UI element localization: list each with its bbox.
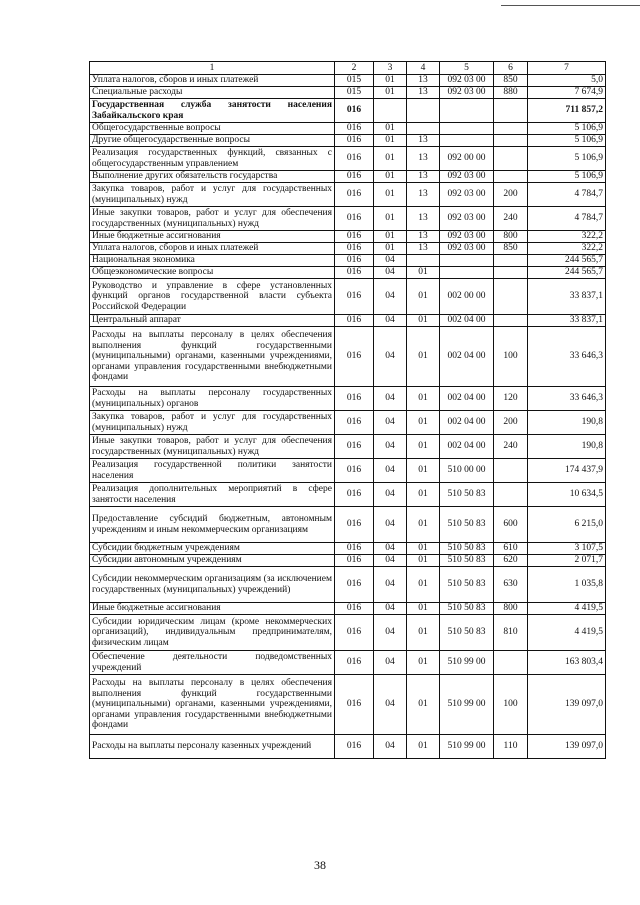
table-row	[90, 387, 606, 411]
expense-type-cell: 100	[494, 327, 528, 387]
table-row	[90, 243, 606, 255]
section-code-cell	[374, 99, 407, 123]
ministry-code-cell: 016	[335, 483, 374, 507]
expense-type-cell: 630	[494, 567, 528, 603]
section-code-cell: 01	[374, 231, 407, 243]
ministry-code-cell: 015	[335, 75, 374, 87]
amount-cell: 4 419,5	[528, 615, 606, 651]
section-code-cell: 04	[374, 483, 407, 507]
subsection-code-cell: 01	[407, 555, 440, 567]
section-code-cell: 01	[374, 207, 407, 231]
header-cell: 7	[528, 62, 606, 75]
amount-cell: 5 106,9	[528, 171, 606, 183]
subsection-code-cell: 01	[407, 543, 440, 555]
expense-type-cell	[494, 267, 528, 279]
name-cell: Субсидии бюджетным учреждениям	[90, 543, 335, 555]
target-code-cell	[440, 267, 494, 279]
expense-type-cell	[494, 99, 528, 123]
amount-cell: 190,8	[528, 411, 606, 435]
table-row	[90, 507, 606, 543]
table-row	[90, 459, 606, 483]
expense-type-cell: 600	[494, 507, 528, 543]
subsection-code-cell: 13	[407, 87, 440, 99]
name-cell: Руководство и управление в сфере установленных функций органов государственной власти субъекта Российской Федерации	[90, 279, 335, 315]
ministry-code-cell: 016	[335, 99, 374, 123]
subsection-code-cell: 01	[407, 267, 440, 279]
table-row	[90, 543, 606, 555]
target-code-cell: 510 50 83	[440, 603, 494, 615]
name-cell: Реализация дополнительных мероприятий в сфере занятости населения	[90, 483, 335, 507]
header-cell: 1	[90, 62, 335, 75]
section-code-cell: 01	[374, 147, 407, 171]
ministry-code-cell: 016	[335, 507, 374, 543]
header-cell: 6	[494, 62, 528, 75]
ministry-code-cell: 016	[335, 567, 374, 603]
expense-type-cell: 850	[494, 243, 528, 255]
table-row	[90, 327, 606, 387]
ministry-code-cell: 016	[335, 675, 374, 735]
amount-cell: 139 097,0	[528, 735, 606, 759]
target-code-cell: 002 04 00	[440, 315, 494, 327]
amount-cell: 4 419,5	[528, 603, 606, 615]
table-row	[90, 147, 606, 171]
target-code-cell: 510 50 83	[440, 615, 494, 651]
target-code-cell: 092 03 00	[440, 183, 494, 207]
ministry-code-cell: 016	[335, 135, 374, 147]
section-code-cell: 04	[374, 267, 407, 279]
ministry-code-cell: 016	[335, 387, 374, 411]
name-cell: Расходы на выплаты персоналу казенных учреждений	[90, 735, 335, 759]
amount-cell: 7 674,9	[528, 87, 606, 99]
subsection-code-cell	[407, 99, 440, 123]
subsection-code-cell: 13	[407, 231, 440, 243]
name-cell: Закупка товаров, работ и услуг для государственных (муниципальных) нужд	[90, 183, 335, 207]
amount-cell: 10 634,5	[528, 483, 606, 507]
amount-cell: 2 071,7	[528, 555, 606, 567]
amount-cell: 6 215,0	[528, 507, 606, 543]
table-row	[90, 123, 606, 135]
amount-cell: 244 565,7	[528, 255, 606, 267]
table-row	[90, 207, 606, 231]
expense-type-cell	[494, 171, 528, 183]
target-code-cell: 092 03 00	[440, 231, 494, 243]
ministry-code-cell: 016	[335, 279, 374, 315]
subsection-code-cell: 01	[407, 675, 440, 735]
target-code-cell: 092 03 00	[440, 171, 494, 183]
amount-cell: 5,0	[528, 75, 606, 87]
ministry-code-cell: 016	[335, 735, 374, 759]
expense-type-cell	[494, 123, 528, 135]
target-code-cell: 510 99 00	[440, 651, 494, 675]
name-cell: Предоставление субсидий бюджетным, автономным учреждениям и иным некоммерческим организациям	[90, 507, 335, 543]
table-row	[90, 411, 606, 435]
ministry-code-cell: 016	[335, 171, 374, 183]
section-code-cell: 04	[374, 411, 407, 435]
target-code-cell: 092 03 00	[440, 243, 494, 255]
ministry-code-cell: 016	[335, 435, 374, 459]
name-cell: Расходы на выплаты персоналу в целях обеспечения выполнения функций государственными (муниципальными) органами, казенными учреждениями, органами управления государственными внебюджетными фондами	[90, 675, 335, 735]
subsection-code-cell: 13	[407, 207, 440, 231]
table-row	[90, 555, 606, 567]
amount-cell: 322,2	[528, 231, 606, 243]
target-code-cell: 510 50 83	[440, 555, 494, 567]
target-code-cell: 002 00 00	[440, 279, 494, 315]
name-cell: Иные закупки товаров, работ и услуг для обеспечения государственных (муниципальных) нужд	[90, 207, 335, 231]
expense-type-cell: 200	[494, 411, 528, 435]
section-code-cell: 04	[374, 651, 407, 675]
ministry-code-cell: 015	[335, 87, 374, 99]
target-code-cell: 510 50 83	[440, 543, 494, 555]
table-row	[90, 99, 606, 123]
section-code-cell: 01	[374, 123, 407, 135]
expense-type-cell: 240	[494, 207, 528, 231]
table-row	[90, 567, 606, 603]
subsection-code-cell: 01	[407, 567, 440, 603]
name-cell: Иные закупки товаров, работ и услуг для обеспечения государственных (муниципальных) нужд	[90, 435, 335, 459]
target-code-cell: 510 50 83	[440, 507, 494, 543]
expense-type-cell	[494, 651, 528, 675]
table-row	[90, 615, 606, 651]
amount-cell: 33 646,3	[528, 387, 606, 411]
expense-type-cell	[494, 255, 528, 267]
target-code-cell: 002 04 00	[440, 327, 494, 387]
name-cell: Субсидии юридическим лицам (кроме некоммерческих организаций), индивидуальным предпринимателям, физическим лицам	[90, 615, 335, 651]
target-code-cell: 510 99 00	[440, 675, 494, 735]
expense-type-cell: 800	[494, 603, 528, 615]
section-code-cell: 01	[374, 75, 407, 87]
subsection-code-cell: 13	[407, 243, 440, 255]
name-cell: Закупка товаров, работ и услуг для государственных (муниципальных) нужд	[90, 411, 335, 435]
ministry-code-cell: 016	[335, 231, 374, 243]
budget-table	[89, 61, 606, 759]
ministry-code-cell: 016	[335, 603, 374, 615]
table-row	[90, 435, 606, 459]
amount-cell: 190,8	[528, 435, 606, 459]
ministry-code-cell: 016	[335, 123, 374, 135]
section-code-cell: 04	[374, 567, 407, 603]
target-code-cell: 002 04 00	[440, 387, 494, 411]
target-code-cell: 510 50 83	[440, 483, 494, 507]
name-cell: Специальные расходы	[90, 87, 335, 99]
target-code-cell	[440, 99, 494, 123]
amount-cell: 33 646,3	[528, 327, 606, 387]
name-cell: Иные бюджетные ассигнования	[90, 603, 335, 615]
subsection-code-cell: 01	[407, 327, 440, 387]
expense-type-cell: 100	[494, 675, 528, 735]
expense-type-cell	[494, 279, 528, 315]
ministry-code-cell: 016	[335, 267, 374, 279]
expense-type-cell	[494, 147, 528, 171]
name-cell: Общегосударственные вопросы	[90, 123, 335, 135]
expense-type-cell: 620	[494, 555, 528, 567]
target-code-cell: 002 04 00	[440, 435, 494, 459]
amount-cell: 1 035,8	[528, 567, 606, 603]
header-cell: 5	[440, 62, 494, 75]
ministry-code-cell: 016	[335, 207, 374, 231]
target-code-cell: 092 03 00	[440, 75, 494, 87]
section-code-cell: 01	[374, 183, 407, 207]
expense-type-cell: 610	[494, 543, 528, 555]
name-cell: Общеэкономические вопросы	[90, 267, 335, 279]
table-row	[90, 171, 606, 183]
expense-type-cell: 880	[494, 87, 528, 99]
table-row	[90, 315, 606, 327]
table-row	[90, 675, 606, 735]
page-number: 38	[314, 858, 326, 872]
ministry-code-cell: 016	[335, 411, 374, 435]
subsection-code-cell: 13	[407, 147, 440, 171]
amount-cell: 5 106,9	[528, 147, 606, 171]
target-code-cell	[440, 255, 494, 267]
ministry-code-cell: 016	[335, 615, 374, 651]
name-cell: Национальная экономика	[90, 255, 335, 267]
expense-type-cell	[494, 315, 528, 327]
subsection-code-cell: 01	[407, 507, 440, 543]
section-code-cell: 04	[374, 603, 407, 615]
name-cell: Расходы на выплаты персоналу государственных (муниципальных) органов	[90, 387, 335, 411]
expense-type-cell	[494, 483, 528, 507]
name-cell: Расходы на выплаты персоналу в целях обеспечения выполнения функций государственными (муниципальными) органами, казенными учреждениями, органами управления государственными внебюджетными фондами	[90, 327, 335, 387]
amount-cell: 163 803,4	[528, 651, 606, 675]
amount-cell: 4 784,7	[528, 207, 606, 231]
table-row	[90, 735, 606, 759]
section-code-cell: 04	[374, 459, 407, 483]
section-code-cell: 01	[374, 87, 407, 99]
section-code-cell: 04	[374, 615, 407, 651]
target-code-cell: 002 04 00	[440, 411, 494, 435]
amount-cell: 5 106,9	[528, 135, 606, 147]
target-code-cell: 510 99 00	[440, 735, 494, 759]
ministry-code-cell: 016	[335, 315, 374, 327]
top-rule	[501, 5, 640, 6]
target-code-cell	[440, 135, 494, 147]
target-code-cell: 092 03 00	[440, 87, 494, 99]
table-row	[90, 279, 606, 315]
subsection-code-cell: 01	[407, 735, 440, 759]
subsection-code-cell: 01	[407, 603, 440, 615]
subsection-code-cell: 01	[407, 315, 440, 327]
subsection-code-cell: 01	[407, 459, 440, 483]
section-code-cell: 04	[374, 507, 407, 543]
table-row	[90, 267, 606, 279]
ministry-code-cell: 016	[335, 555, 374, 567]
name-cell: Субсидии некоммерческим организациям (за исключением государственных (муниципальных) учреждений)	[90, 567, 335, 603]
expense-type-cell: 200	[494, 183, 528, 207]
name-cell: Обеспечение деятельности подведомственных учреждений	[90, 651, 335, 675]
table-header-row	[90, 62, 606, 75]
name-cell: Субсидии автономным учреждениям	[90, 555, 335, 567]
subsection-code-cell: 01	[407, 435, 440, 459]
section-code-cell: 04	[374, 555, 407, 567]
subsection-code-cell: 01	[407, 615, 440, 651]
subsection-code-cell: 01	[407, 387, 440, 411]
target-code-cell: 510 00 00	[440, 459, 494, 483]
section-code-cell: 01	[374, 243, 407, 255]
section-code-cell: 01	[374, 171, 407, 183]
amount-cell: 244 565,7	[528, 267, 606, 279]
name-cell: Уплата налогов, сборов и иных платежей	[90, 75, 335, 87]
table-row	[90, 483, 606, 507]
ministry-code-cell: 016	[335, 255, 374, 267]
table-row	[90, 651, 606, 675]
header-cell: 3	[374, 62, 407, 75]
table-row	[90, 183, 606, 207]
name-cell: Выполнение других обязательств государства	[90, 171, 335, 183]
name-cell: Реализация государственных функций, связанных с общегосударственным управлением	[90, 147, 335, 171]
name-cell: Другие общегосударственные вопросы	[90, 135, 335, 147]
subsection-code-cell: 01	[407, 651, 440, 675]
section-code-cell: 04	[374, 279, 407, 315]
expense-type-cell	[494, 459, 528, 483]
section-code-cell: 04	[374, 255, 407, 267]
ministry-code-cell: 016	[335, 459, 374, 483]
amount-cell: 174 437,9	[528, 459, 606, 483]
amount-cell: 322,2	[528, 243, 606, 255]
section-code-cell: 04	[374, 327, 407, 387]
section-code-cell: 04	[374, 435, 407, 459]
amount-cell: 33 837,1	[528, 315, 606, 327]
name-cell: Уплата налогов, сборов и иных платежей	[90, 243, 335, 255]
expense-type-cell	[494, 135, 528, 147]
section-code-cell: 04	[374, 675, 407, 735]
section-code-cell: 04	[374, 315, 407, 327]
target-code-cell: 092 00 00	[440, 147, 494, 171]
table-row	[90, 255, 606, 267]
ministry-code-cell: 016	[335, 147, 374, 171]
expense-type-cell: 850	[494, 75, 528, 87]
section-code-cell: 04	[374, 387, 407, 411]
ministry-code-cell: 016	[335, 543, 374, 555]
amount-cell: 3 107,5	[528, 543, 606, 555]
expense-type-cell: 800	[494, 231, 528, 243]
amount-cell: 711 857,2	[528, 99, 606, 123]
section-code-cell: 04	[374, 735, 407, 759]
ministry-code-cell: 016	[335, 327, 374, 387]
subsection-code-cell: 13	[407, 171, 440, 183]
ministry-code-cell: 016	[335, 183, 374, 207]
name-cell: Реализация государственной политики занятости населения	[90, 459, 335, 483]
subsection-code-cell	[407, 255, 440, 267]
target-code-cell	[440, 123, 494, 135]
subsection-code-cell: 13	[407, 183, 440, 207]
table-row	[90, 231, 606, 243]
amount-cell: 33 837,1	[528, 279, 606, 315]
section-code-cell: 01	[374, 135, 407, 147]
table-row	[90, 75, 606, 87]
amount-cell: 5 106,9	[528, 123, 606, 135]
target-code-cell: 092 03 00	[440, 207, 494, 231]
name-cell: Центральный аппарат	[90, 315, 335, 327]
table-row	[90, 135, 606, 147]
subsection-code-cell: 01	[407, 279, 440, 315]
target-code-cell: 510 50 83	[440, 567, 494, 603]
expense-type-cell: 810	[494, 615, 528, 651]
subsection-code-cell: 01	[407, 411, 440, 435]
subsection-code-cell: 13	[407, 75, 440, 87]
expense-type-cell: 240	[494, 435, 528, 459]
subsection-code-cell: 01	[407, 483, 440, 507]
ministry-code-cell: 016	[335, 243, 374, 255]
name-cell: Государственная служба занятости населения Забайкальского края	[90, 99, 335, 123]
header-cell: 4	[407, 62, 440, 75]
header-cell: 2	[335, 62, 374, 75]
amount-cell: 4 784,7	[528, 183, 606, 207]
subsection-code-cell	[407, 123, 440, 135]
subsection-code-cell: 13	[407, 135, 440, 147]
table-row	[90, 603, 606, 615]
amount-cell: 139 097,0	[528, 675, 606, 735]
expense-type-cell: 110	[494, 735, 528, 759]
section-code-cell: 04	[374, 543, 407, 555]
table-row	[90, 87, 606, 99]
ministry-code-cell: 016	[335, 651, 374, 675]
name-cell: Иные бюджетные ассигнования	[90, 231, 335, 243]
expense-type-cell: 120	[494, 387, 528, 411]
